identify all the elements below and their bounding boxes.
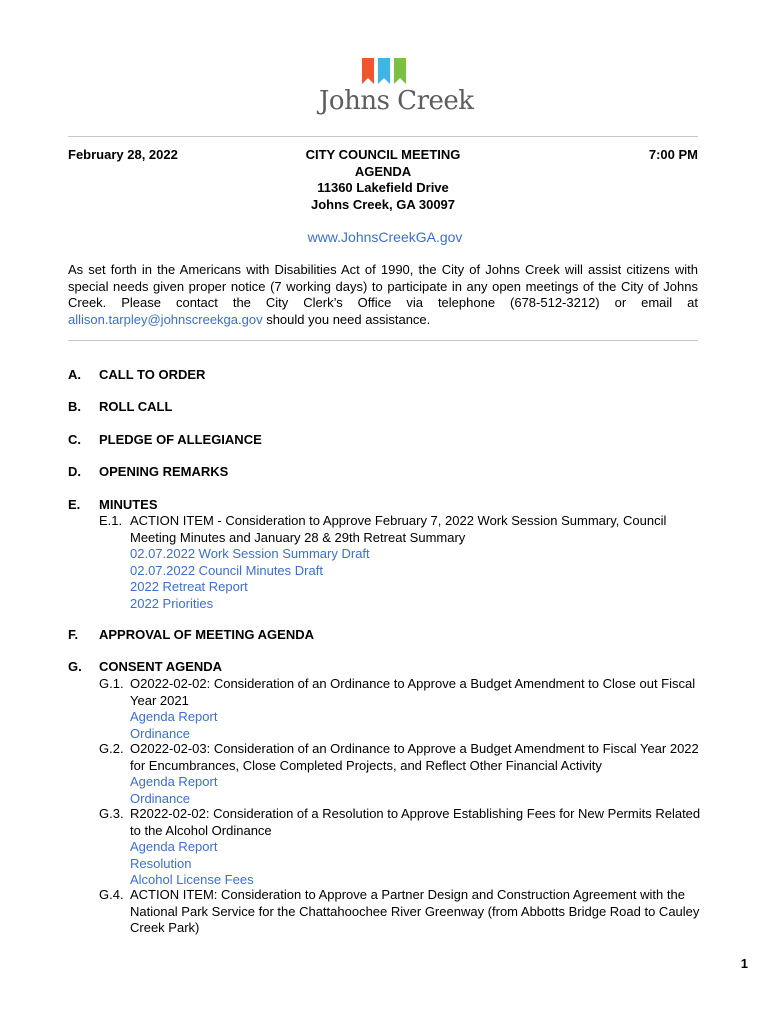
address-street: 11360 Lakefield Drive <box>317 180 449 195</box>
section-roll-call: ROLL CALL <box>99 399 173 414</box>
section-letter: D. <box>68 464 81 479</box>
meeting-title-block <box>258 147 508 213</box>
item-number: G.1. <box>99 676 124 691</box>
item-description: O2022-02-02: Consideration of an Ordinance to Approve a Budget Amendment to Close out Fiscal Year 2021 <box>130 676 696 708</box>
section-letter: F. <box>68 627 79 642</box>
item-number: G.4. <box>99 887 124 902</box>
section-letter: B. <box>68 399 81 414</box>
address-city: Johns Creek, GA 30097 <box>310 196 456 212</box>
meeting-date: February 28, 2022 <box>68 147 178 162</box>
logo-wordmark: Johns Creek <box>319 86 474 116</box>
notice-text-after: should you need assistance. <box>262 311 431 327</box>
section-minutes: MINUTES <box>99 497 158 512</box>
doc-link-agenda-report[interactable]: Agenda Report <box>130 774 218 789</box>
agenda-item-g1 <box>99 676 704 742</box>
section-pledge: PLEDGE OF ALLEGIANCE <box>99 432 262 447</box>
item-description: O2022-02-03: Consideration of an Ordinance to Approve a Budget Amendment to Fiscal Year 2022 for Encumbrances, Close Completed Projects, and Reflect Other Financial Activity <box>130 741 699 773</box>
item-description: ACTION ITEM - Consideration to Approve February 7, 2022 Work Session Summary, Council Meeting Minutes and January 28 & 29th Retreat Summary <box>130 513 667 545</box>
ada-notice <box>68 262 698 328</box>
header-divider <box>68 136 698 137</box>
doc-link-alcohol-license-fees[interactable]: Alcohol License Fees <box>130 872 254 887</box>
item-description: ACTION ITEM: Consideration to Approve a Partner Design and Construction Agreement with the National Park Service for the Chattahoochee River Greenway (from Abbotts Bridge Road to Cauley Creek Park) <box>130 887 700 935</box>
doc-link-priorities[interactable]: 2022 Priorities <box>130 595 214 611</box>
item-number: G.2. <box>99 741 124 756</box>
meeting-time: 7:00 PM <box>648 147 698 162</box>
item-description: R2022-02-02: Consideration of a Resolution to Approve Establishing Fees for New Permits Related to the Alcohol Ordinance <box>130 806 701 838</box>
section-opening-remarks: OPENING REMARKS <box>99 464 229 479</box>
section-letter: A. <box>68 367 81 382</box>
doc-link-retreat-report[interactable]: 2022 Retreat Report <box>130 579 248 594</box>
item-number: E.1. <box>99 513 123 528</box>
page-number: 1 <box>740 956 748 971</box>
section-consent-agenda: CONSENT AGENDA <box>99 659 223 674</box>
clerk-email-link[interactable]: allison.tarpley@johnscreekga.gov <box>68 311 263 327</box>
agenda-item-g3 <box>99 806 704 889</box>
doc-link-work-session-summary[interactable]: 02.07.2022 Work Session Summary Draft <box>130 546 370 561</box>
notice-divider <box>68 340 698 341</box>
doc-link-ordinance[interactable]: Ordinance <box>130 790 190 806</box>
section-letter: E. <box>68 497 81 512</box>
flag-banners-icon <box>362 58 412 84</box>
agenda-item-g4 <box>99 887 704 937</box>
section-approval-agenda: APPROVAL OF MEETING AGENDA <box>99 627 314 642</box>
agenda-item-e1 <box>99 513 704 612</box>
doc-link-agenda-report[interactable]: Agenda Report <box>130 709 218 724</box>
doc-link-ordinance[interactable]: Ordinance <box>130 725 190 741</box>
agenda-item-g2 <box>99 741 704 807</box>
agenda-label: AGENDA <box>354 163 412 179</box>
section-letter: C. <box>68 432 81 447</box>
section-call-to-order: CALL TO ORDER <box>99 367 206 382</box>
item-number: G.3. <box>99 806 124 821</box>
doc-link-agenda-report[interactable]: Agenda Report <box>130 839 218 854</box>
doc-link-council-minutes[interactable]: 02.07.2022 Council Minutes Draft <box>130 562 323 578</box>
notice-text-before: As set forth in the Americans with Disabilities Act of 1990, the City of Johns Creek will assist citizens with special needs given proper notice (7 working days) to participate in any open meetings of the City of Johns Creek. Please contact the City Clerk’s Office via telephone (678-512-3212) or email at <box>68 262 698 310</box>
johns-creek-logo <box>319 58 474 120</box>
doc-link-resolution[interactable]: Resolution <box>130 855 192 871</box>
meeting-title: CITY COUNCIL MEETING <box>305 147 461 162</box>
website-link[interactable]: www.JohnsCreekGA.gov <box>307 229 463 245</box>
section-letter: G. <box>68 659 82 674</box>
